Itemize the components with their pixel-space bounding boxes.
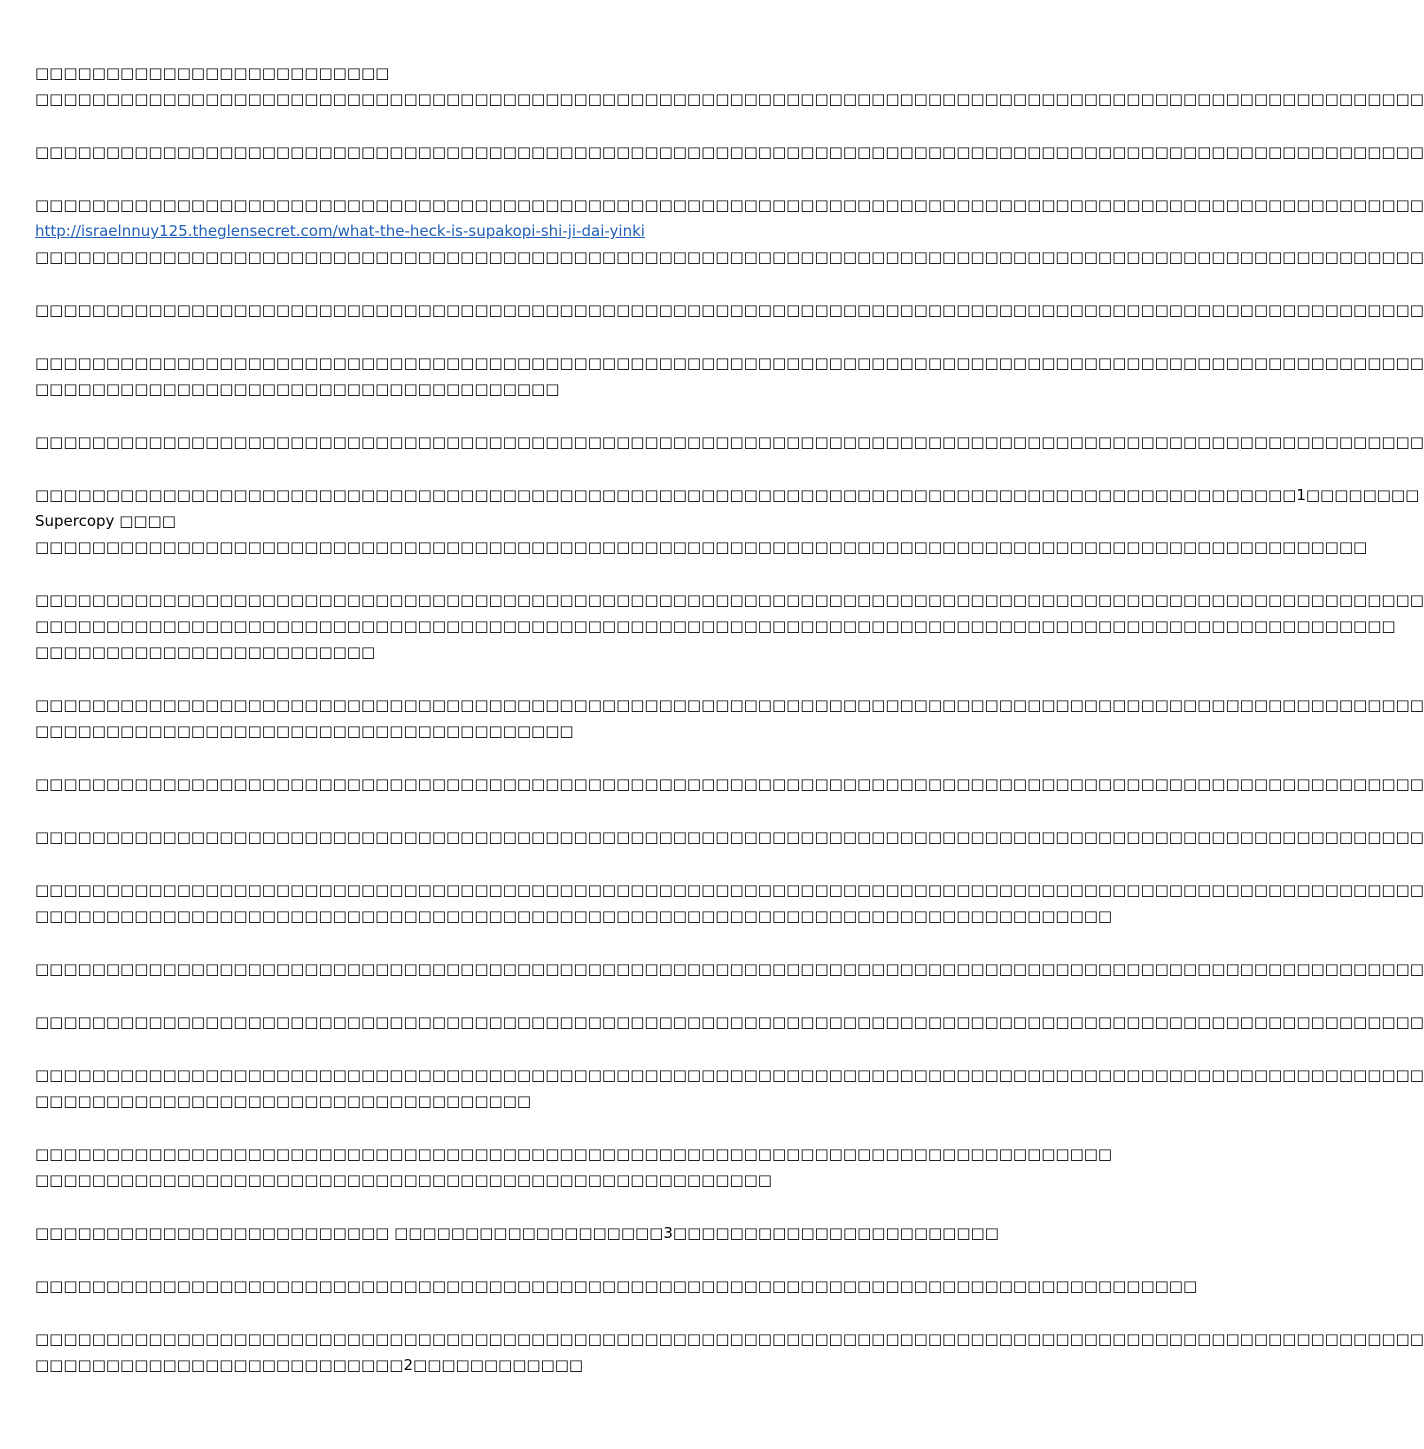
- paragraph: [35, 1009, 1424, 1035]
- text-line: □□□□□□□□□□□□□□□□□□□□□□□□□□□□□□□□□□□□□: [35, 380, 560, 398]
- paragraph-spacer: [35, 1193, 990, 1220]
- text-line: Supercopy □□□□: [35, 512, 176, 530]
- paragraph: [35, 429, 1424, 455]
- paragraph: [35, 771, 1424, 797]
- paragraph-spacer: [35, 744, 990, 771]
- text-line: □□□□□□□□□□□□□□□□□□□□□□□□□□□□□□□□□□□□□□□□□□□□□□□□□□□□□□□□□□□□□□□□□□□□□□□□□□□□□□□□□□□□□□□□□□□□□□□□□□: [35, 775, 1424, 793]
- text-line: □□□□□□□□□□□□□□□□□□□□□□□□□: [35, 64, 390, 82]
- paragraph: [35, 1141, 1113, 1193]
- paragraph-spacer: [35, 270, 990, 297]
- paragraph: [35, 956, 1424, 982]
- paragraph-spacer: [35, 797, 990, 824]
- text-line: □□□□□□□□□□□□□□□□□□□□□□□□□□□□□□□□□□□□□□□□□□□□□□□□□□□□□□□□□□□□□□□□□□□□□□□□□□□□□□□□□□□□□□□□□□□□□□□□□□: [35, 591, 1424, 609]
- paragraph-spacer: [35, 665, 990, 692]
- text-line: □□□□□□□□□□□□□□□□□□□□□□□□□□2□□□□□□□□□□□□: [35, 1356, 584, 1374]
- paragraph-spacer: [35, 112, 990, 139]
- link-line: [35, 218, 990, 244]
- text-line: □□□□□□□□□□□□□□□□□□□□□□□□□□□□□□□□□□□□□□: [35, 722, 574, 740]
- paragraph: [35, 824, 1424, 850]
- text-line: □□□□□□□□□□□□□□□□□□□□□□□□□□□□□□□□□□□□□□□□□□□□□□□□□□□□□□□□□□□□□□□□□□□□□□□□□□□□□□□□□□□□□□□□□□□□□□□□□□: [35, 143, 1424, 161]
- text-line: □□□□□□□□□□□□□□□□□□□□□□□□□□□□□□□□□□□□□□□□□□□□□□□□□□□□□□□□□□□□□□□□□□□□□□□□□□□□□□□□□□□□□□□□□□□□□□□□□□: [35, 881, 1424, 899]
- text-line: □□□□□□□□□□□□□□□□□□□□□□□□□□□□□□□□□□□□□□□□□□□□□□□□□□□□□□□□□□□□□□□□□□□□□□□□□□□□: [35, 907, 1113, 925]
- text-line: □□□□□□□□□□□□□□□□□□□□□□□□□□□□□□□□□□□: [35, 1092, 532, 1110]
- paragraph: [35, 1273, 1198, 1299]
- text-line: □□□□□□□□□□□□□□□□□□□□□□□□□□□□□□□□□□□□□□□□□□□□□□□□□□□□□□□□□□□□□□□□□□□□□□□□□□□□□□□□□□□□□□□□□□□□□□□□□□: [35, 354, 1424, 372]
- paragraph: [35, 297, 1424, 323]
- text-line: □□□□□□□□□□□□□□□□□□□□□□□□□ □□□□□□□□□□□□□□□□□□□3□□□□□□□□□□□□□□□□□□□□□□□: [35, 1224, 999, 1242]
- text-line: □□□□□□□□□□□□□□□□□□□□□□□□□□□□□□□□□□□□□□□□□□□□□□□□□□□□□□□□□□□□□□□□□□□□□□□□□□□□□□□□□□□□□□□□□□□□□□□□□□: [35, 90, 1424, 108]
- paragraph-spacer: [35, 982, 990, 1009]
- document-body: [35, 60, 1424, 1378]
- text-line: □□□□□□□□□□□□□□□□□□□□□□□□□□□□□□□□□□□□□□□□□□□□□□□□□□□□□□□□□□□□□□□□□□□□□□□□□□□□□□□□□□□□□□□□□□□□□□: [35, 538, 1368, 556]
- paragraph: [35, 692, 1424, 744]
- text-line: □□□□□□□□□□□□□□□□□□□□□□□□□□□□□□□□□□□□□□□□□□□□□□□□□□□□□□□□□□□□□□□□□□□□□□□□□□□□□□□□□□□□□□□□□□□□□□□□□□: [35, 1330, 1424, 1348]
- article-link[interactable]: http://israelnnuy125.theglensecret.com/what-the-heck-is-supakopi-shi-ji-dai-yinki: [35, 222, 645, 240]
- paragraph: [35, 139, 1424, 165]
- paragraph-spacer: [35, 1114, 990, 1141]
- text-line: □□□□□□□□□□□□□□□□□□□□□□□□□□□□□□□□□□□□□□□□□□□□□□□□□□□□□□□□□□□□□□□□□□□□□□□□□□□□: [35, 1145, 1113, 1163]
- text-line: □□□□□□□□□□□□□□□□□□□□□□□□□□□□□□□□□□□□□□□□□□□□□□□□□□□□□□□□□□□□□□□□□□□□□□□□□□□□□□□□□□□□□□□□□□□□□□□□□□: [35, 1066, 1424, 1084]
- paragraph: [35, 482, 1420, 560]
- paragraph: [35, 587, 1424, 665]
- text-line: □□□□□□□□□□□□□□□□□□□□□□□□□□□□□□□□□□□□□□□□□□□□□□□□□□□□□□□□□□□□□□□□□□□□□□□□□□□□□□□□□□□□□□□□□□□□□□□□□□: [35, 1013, 1424, 1031]
- text-line: □□□□□□□□□□□□□□□□□□□□□□□□□□□□□□□□□□□□□□□□□□□□□□□□□□□□□□□□□□□□□□□□□□□□□□□□□□□□□□□□□□□□□□□□□□□□□□□□□□: [35, 196, 1424, 214]
- paragraph: [35, 1326, 1424, 1378]
- paragraph: [35, 1062, 1424, 1114]
- text-line: □□□□□□□□□□□□□□□□□□□□□□□□□□□□□□□□□□□□□□□□□□□□□□□□□□□□□□□□□□□□□□□□□□□□□□□□□□□□□□□□□□□□□□□□□□□□□□□□□□: [35, 960, 1424, 978]
- paragraph: [35, 192, 1424, 270]
- paragraph-spacer: [35, 455, 990, 482]
- text-line: □□□□□□□□□□□□□□□□□□□□□□□□□□□□□□□□□□□□□□□□□□□□□□□□□□□□□□□□□□□□□□□□□□□□□□□□□□□□□□□□□□□□□□□□□□□□□□□□□□: [35, 828, 1424, 846]
- text-line: □□□□□□□□□□□□□□□□□□□□□□□□□□□□□□□□□□□□□□□□□□□□□□□□□□□□□□□□□□□□□□□□□□□□□□□□□□□□□□□□□□□□□□□□□□□□□□□□□□: [35, 696, 1424, 714]
- paragraph-spacer: [35, 1299, 990, 1326]
- paragraph-spacer: [35, 560, 990, 587]
- paragraph-spacer: [35, 1035, 990, 1062]
- text-line: □□□□□□□□□□□□□□□□□□□□□□□□: [35, 643, 376, 661]
- text-line: □□□□□□□□□□□□□□□□□□□□□□□□□□□□□□□□□□□□□□□□□□□□□□□□□□□□□□□□□□□□□□□□□□□□□□□□□□□□□□□□□□□□□□□□□□□□□□□□□□: [35, 433, 1424, 451]
- paragraph: [35, 1220, 999, 1246]
- text-line: □□□□□□□□□□□□□□□□□□□□□□□□□□□□□□□□□□□□□□□□□□□□□□□□□□□□□□□□□□□□□□□□□□□□□□□□□□□□□□□□□□: [35, 1277, 1198, 1295]
- text-line: □□□□□□□□□□□□□□□□□□□□□□□□□□□□□□□□□□□□□□□□□□□□□□□□□□□□: [35, 1171, 772, 1189]
- paragraph-spacer: [35, 929, 990, 956]
- paragraph: [35, 60, 1424, 112]
- paragraph-spacer: [35, 323, 990, 350]
- text-line: □□□□□□□□□□□□□□□□□□□□□□□□□□□□□□□□□□□□□□□□□□□□□□□□□□□□□□□□□□□□□□□□□□□□□□□□□□□□□□□□□□□□□□□□□□□□□□□□: [35, 617, 1396, 635]
- paragraph-spacer: [35, 850, 990, 877]
- paragraph: [35, 877, 1424, 929]
- text-line: □□□□□□□□□□□□□□□□□□□□□□□□□□□□□□□□□□□□□□□□□□□□□□□□□□□□□□□□□□□□□□□□□□□□□□□□□□□□□□□□□□□□□□□□□□□□□□□□□□: [35, 248, 1424, 266]
- paragraph-spacer: [35, 165, 990, 192]
- text-line: □□□□□□□□□□□□□□□□□□□□□□□□□□□□□□□□□□□□□□□□□□□□□□□□□□□□□□□□□□□□□□□□□□□□□□□□□□□□□□□□□□□□□□□□□□□□□□□□□□: [35, 301, 1424, 319]
- paragraph-spacer: [35, 402, 990, 429]
- paragraph-spacer: [35, 1246, 990, 1273]
- text-line: □□□□□□□□□□□□□□□□□□□□□□□□□□□□□□□□□□□□□□□□□□□□□□□□□□□□□□□□□□□□□□□□□□□□□□□□□□□□□□□□□□□□□□□□□1□□□□□□□□: [35, 486, 1420, 504]
- paragraph: [35, 350, 1424, 402]
